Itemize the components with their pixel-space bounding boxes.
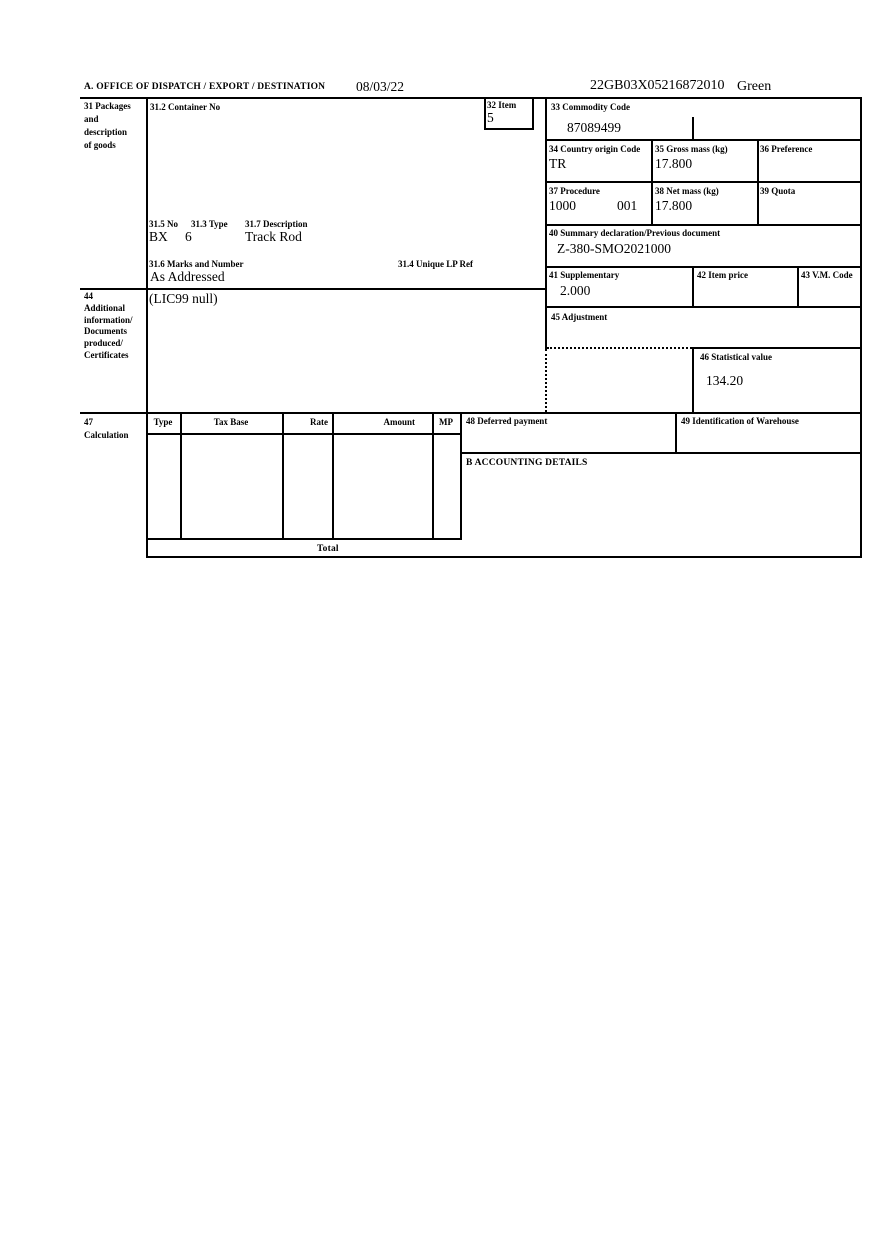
row34-bottom-border	[546, 181, 862, 183]
box48-49-divider	[675, 412, 677, 454]
calc-header-mp: MP	[439, 417, 453, 427]
calc-table-right-border	[460, 412, 462, 540]
box33-bottom-border	[546, 139, 862, 141]
accounting-details-title: B ACCOUNTING DETAILS	[466, 458, 588, 468]
box47-separator	[80, 412, 862, 414]
box31-6-marks-value: As Addressed	[150, 269, 225, 284]
box37-procedure-label: 37 Procedure	[549, 186, 600, 196]
box39-quota-label: 39 Quota	[760, 186, 796, 196]
box41-42-divider	[692, 266, 694, 308]
box34-origin-value: TR	[549, 156, 567, 171]
box32-item-value: 5	[487, 110, 494, 125]
box36-preference-label: 36 Preference	[760, 144, 813, 154]
box31-label: 31 Packages and description of goods	[84, 101, 131, 150]
box31-6-marks-label: 31.6 Marks and Number	[149, 259, 244, 269]
row37-bottom-border	[546, 224, 862, 226]
box44-separator	[80, 288, 547, 290]
box31-5-no-label: 31.5 No	[149, 219, 178, 229]
calc-col-divider-3	[332, 412, 334, 540]
box31-3-type-value: 6	[185, 229, 192, 244]
box33-inner-divider	[692, 117, 694, 141]
calc-header-tax-base: Tax Base	[213, 417, 249, 427]
box40-summary-declaration-label: 40 Summary declaration/Previous document	[549, 228, 721, 238]
box46-statistical-value-label: 46 Statistical value	[700, 352, 772, 362]
box31-2-container-label: 31.2 Container No	[150, 102, 221, 112]
box46-top-border	[692, 347, 862, 349]
calc-header-type: Type	[153, 417, 173, 427]
calc-table-bottom-border	[146, 538, 462, 540]
label-column-divider	[146, 97, 148, 558]
mrn-number: 22GB03X05216872010	[590, 78, 725, 93]
calc-col-divider-1	[180, 412, 182, 540]
dispatch-date: 08/03/22	[356, 79, 405, 94]
calc-col-divider-4	[432, 412, 434, 540]
box45-dotted-border	[547, 347, 692, 349]
calc-total-label: Total	[317, 544, 339, 554]
calc-header-bottom-border	[146, 433, 462, 435]
right-section-divider	[545, 97, 547, 349]
section-a-title: A. OFFICE OF DISPATCH / EXPORT / DESTINATION	[84, 82, 326, 92]
box41-supplementary-label: 41 Supplementary	[549, 270, 620, 280]
box38-net-mass-value: 17.800	[655, 198, 693, 213]
box33-commodity-value: 87089499	[567, 120, 621, 135]
box45-adjustment-label: 45 Adjustment	[551, 312, 608, 322]
form-bottom-border	[146, 556, 862, 558]
box37-38-divider	[651, 181, 653, 226]
row48-bottom-border	[462, 452, 862, 454]
box38-39-divider	[757, 181, 759, 226]
box42-item-price-label: 42 Item price	[697, 270, 748, 280]
box44-documents-value: (LIC99 null)	[149, 291, 218, 306]
right-section-divider-dotted	[545, 349, 547, 412]
row41-bottom-border	[546, 306, 862, 308]
box31-3-type-label: 31.3 Type	[191, 219, 228, 229]
box38-net-mass-label: 38 Net mass (kg)	[655, 186, 719, 196]
box46-left-border	[692, 347, 694, 412]
box35-36-divider	[757, 139, 759, 183]
calc-header-amount: Amount	[383, 417, 415, 427]
box34-35-divider	[651, 139, 653, 183]
box46-statistical-value: 134.20	[706, 373, 744, 388]
box37-procedure-value-1: 1000	[549, 198, 576, 213]
box35-gross-mass-value: 17.800	[655, 156, 693, 171]
calc-header-rate: Rate	[310, 417, 328, 427]
box31-7-description-value: Track Rod	[245, 229, 302, 244]
box33-commodity-label: 33 Commodity Code	[551, 102, 630, 112]
box47-label: 47 Calculation	[84, 417, 129, 440]
box31-7-description-label: 31.7 Description	[245, 219, 308, 229]
box37-procedure-value-2: 001	[617, 198, 638, 213]
box40-bottom-border	[546, 266, 862, 268]
form-top-border	[80, 97, 862, 99]
box40-summary-declaration-value: Z-380-SMO2021000	[557, 241, 671, 256]
box43-vm-code-label: 43 V.M. Code	[801, 270, 853, 280]
box34-origin-label: 34 Country origin Code	[549, 144, 641, 154]
box42-43-divider	[797, 266, 799, 308]
box49-warehouse-label: 49 Identification of Warehouse	[681, 416, 799, 426]
box48-deferred-payment-label: 48 Deferred payment	[466, 416, 548, 426]
box32-item-label: 32 Item	[487, 100, 517, 110]
box31-5-no-value: BX	[149, 229, 168, 244]
calc-col-divider-2	[282, 412, 284, 540]
box31-4-lp-ref-label: 31.4 Unique LP Ref	[398, 259, 474, 269]
box44-label: 44 Additional information/ Documents produced/ Certificates	[84, 291, 133, 360]
form-right-border	[860, 97, 862, 558]
box41-supplementary-value: 2.000	[560, 283, 591, 298]
box35-gross-mass-label: 35 Gross mass (kg)	[655, 144, 728, 154]
routing-status: Green	[737, 79, 772, 94]
